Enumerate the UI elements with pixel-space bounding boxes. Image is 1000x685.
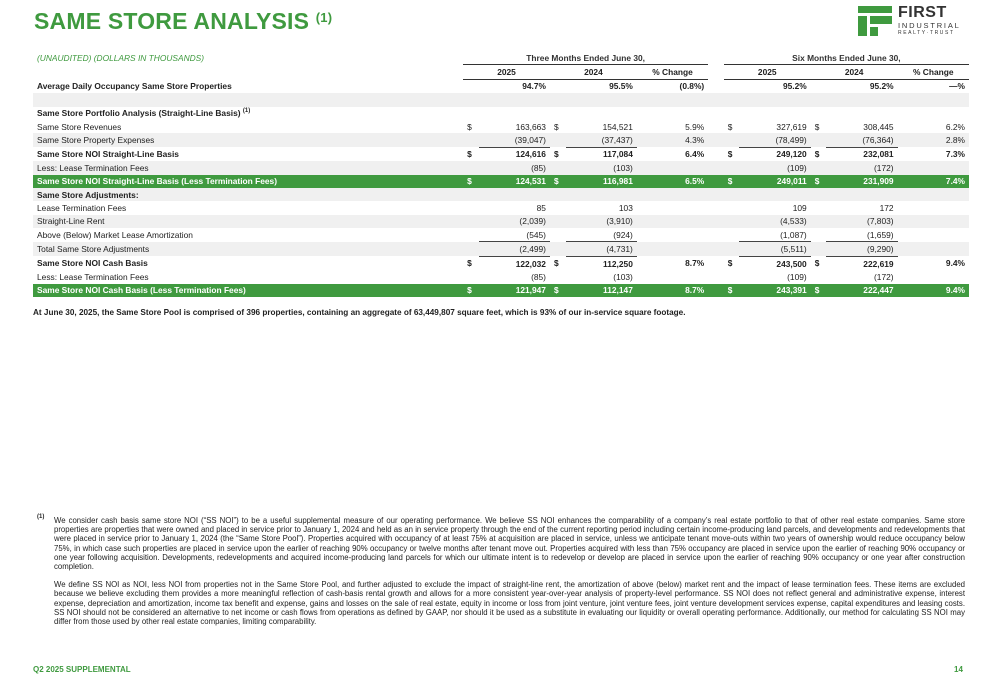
col-change-q: % Change — [637, 65, 708, 79]
row-value — [566, 107, 637, 120]
currency-sign — [724, 79, 740, 93]
page-number: 14 — [954, 665, 963, 674]
table-row — [33, 201, 969, 214]
currency-sign — [463, 161, 479, 174]
row-value: (37,437) — [566, 133, 637, 147]
currency-sign — [550, 161, 566, 174]
six-months-header: Six Months Ended June 30, — [724, 51, 969, 65]
currency-sign — [724, 228, 740, 242]
row-value: 249,011 — [739, 175, 810, 188]
currency-sign — [811, 79, 827, 93]
currency-sign — [724, 161, 740, 174]
logo-line-1: FIRST — [898, 4, 947, 21]
row-value: 121,947 — [479, 284, 550, 297]
row-value: 222,619 — [826, 256, 897, 270]
col-2024-q: 2024 — [550, 65, 637, 79]
currency-sign: $ — [811, 175, 827, 188]
currency-sign — [463, 270, 479, 283]
table-row — [33, 242, 969, 256]
row-value: 117,084 — [566, 147, 637, 161]
row-value — [898, 270, 969, 283]
page-title-text: SAME STORE ANALYSIS — [34, 8, 310, 34]
row-value: 172 — [879, 202, 894, 213]
currency-sign — [550, 107, 566, 120]
row-value: 4.3% — [637, 133, 708, 147]
row-value: 8.7% — [637, 284, 708, 297]
footer-label: Q2 2025 SUPPLEMENTAL — [33, 665, 131, 674]
row-value: (172) — [874, 271, 894, 282]
currency-sign: $ — [463, 175, 479, 188]
row-value — [479, 188, 550, 201]
row-value: 7.4% — [898, 175, 969, 188]
table-header-columns — [33, 65, 969, 79]
currency-sign: $ — [553, 121, 559, 132]
row-label: Average Daily Occupancy Same Store Properties — [37, 81, 232, 92]
row-value: (103) — [613, 271, 633, 282]
row-value: (172) — [826, 161, 897, 174]
currency-sign — [463, 107, 479, 120]
row-label: Same Store Revenues — [37, 121, 122, 132]
title-footnote-ref: (1) — [315, 10, 333, 25]
row-value: 95.5% — [609, 81, 633, 92]
row-value: —% — [949, 81, 965, 92]
row-value — [739, 93, 810, 106]
row-value: (4,533) — [739, 215, 810, 228]
row-value: 95.2% — [782, 81, 807, 92]
currency-sign — [811, 133, 827, 147]
currency-sign — [550, 133, 566, 147]
row-label: Same Store NOI Cash Basis (Less Termination Fees) — [33, 284, 463, 297]
row-value: (0.8%) — [679, 81, 705, 92]
footnote-marker: (1) — [37, 514, 45, 520]
currency-sign: $ — [724, 284, 740, 297]
currency-sign — [724, 215, 740, 228]
row-label: Same Store Adjustments: — [33, 188, 463, 201]
row-label: Same Store Property Expenses — [33, 133, 463, 147]
row-value: (924) — [613, 229, 633, 240]
row-value: 94.7% — [522, 81, 546, 92]
row-label: Same Store NOI Cash Basis — [37, 258, 148, 269]
row-value: 112,147 — [566, 284, 637, 297]
footnote — [54, 516, 965, 635]
row-value: (109) — [739, 161, 810, 174]
row-label: Straight-Line Rent — [33, 215, 463, 228]
currency-sign — [724, 133, 740, 147]
row-value — [637, 107, 708, 120]
row-value — [637, 188, 708, 201]
table-row — [33, 284, 969, 297]
row-label: Less: Lease Termination Fees — [37, 271, 149, 282]
logo-line-2: INDUSTRIAL — [898, 21, 961, 30]
currency-sign — [463, 79, 479, 93]
row-value: 163,663 — [515, 121, 546, 132]
row-value: 9.4% — [898, 284, 969, 297]
currency-sign: $ — [727, 258, 733, 269]
currency-sign — [724, 201, 740, 214]
row-value: (4,731) — [566, 242, 637, 256]
row-value: 6.5% — [637, 175, 708, 188]
col-2025-q: 2025 — [463, 65, 550, 79]
row-value: 154,521 — [602, 121, 633, 132]
currency-sign — [550, 201, 566, 214]
row-label: Same Store NOI Straight-Line Basis (Less Termination Fees) — [33, 175, 463, 188]
row-value — [898, 107, 969, 120]
currency-sign — [724, 242, 740, 256]
row-value: (5,511) — [739, 242, 810, 256]
currency-sign — [811, 270, 827, 283]
row-value — [898, 161, 969, 174]
row-value: 124,616 — [479, 147, 550, 161]
row-value: 124,531 — [479, 175, 550, 188]
currency-sign: $ — [814, 121, 820, 132]
currency-sign — [463, 188, 479, 201]
currency-sign: $ — [463, 284, 479, 297]
row-value: 112,250 — [566, 256, 637, 270]
row-value: (76,364) — [826, 133, 897, 147]
currency-sign — [463, 215, 479, 228]
row-value: (103) — [566, 161, 637, 174]
row-value: 122,032 — [479, 256, 550, 270]
currency-sign: $ — [727, 121, 733, 132]
currency-sign — [724, 270, 740, 283]
row-value: 8.7% — [685, 258, 705, 269]
currency-sign — [550, 93, 566, 106]
row-value — [637, 201, 708, 214]
row-label: Same Store NOI Straight-Line Basis — [37, 149, 179, 160]
row-value: 116,981 — [566, 175, 637, 188]
currency-sign — [724, 188, 740, 201]
currency-sign: $ — [724, 175, 740, 188]
row-value — [739, 188, 810, 201]
footnote-paragraph-1: We consider cash basis same store NOI (“SS NOI”) to be a useful supplemental measure of our operating performance. We believe SS NOI enhances the comparability of a company’s real estate portfolio to that of other real estate companies. Same store properties are properties that were owned and placed in service prior to January 1, 2024 and held as an in service property through the end of the current reporting period including certain income-producing land parcels, and developments and redevelopments that were placed in service prior to January 1, 2024 (the “Same Store Pool”). Properties acquired with occupancy of at least 75% at acquisition are placed in service, unless we anticipate tenant move-outs within two years of ownership would reduce occupancy below 75%, in which case such properties are placed in service upon the earlier of reaching 90% occupancy or twelve months after tenant move out. Properties acquired with less than 75% occupancy are placed in service upon the earlier of reaching 90% occupancy or one year following acquisition. Developments, redevelopments and acquired income-producing land parcels for which our ultimate intent is to redevelop or develop are placed in service upon the earlier of reaching 90% occupancy or one year after construction completion. — [54, 516, 965, 572]
row-value: 2.8% — [898, 133, 969, 147]
row-value: (85) — [479, 161, 550, 174]
row-value: (109) — [787, 271, 807, 282]
row-value: 327,619 — [776, 121, 807, 132]
row-value — [898, 242, 969, 256]
row-value — [637, 228, 708, 242]
row-value: (85) — [531, 271, 546, 282]
row-value — [898, 215, 969, 228]
row-value: 6.2% — [945, 121, 965, 132]
row-value: 232,081 — [826, 147, 897, 161]
currency-sign — [550, 79, 566, 93]
row-value — [898, 93, 969, 106]
row-value: (2,039) — [479, 215, 550, 228]
same-store-table — [33, 51, 969, 297]
table-row — [33, 93, 969, 106]
row-value: 5.9% — [685, 121, 705, 132]
currency-sign — [811, 215, 827, 228]
table-row — [33, 79, 969, 93]
currency-sign — [811, 161, 827, 174]
row-label — [33, 93, 463, 106]
row-value: 7.3% — [945, 149, 965, 160]
currency-sign — [811, 228, 827, 242]
row-value — [826, 107, 897, 120]
row-value: 6.4% — [685, 149, 705, 160]
currency-sign — [811, 107, 827, 120]
currency-sign: $ — [553, 258, 559, 269]
row-value — [739, 107, 810, 120]
row-value: (7,803) — [826, 215, 897, 228]
currency-sign — [463, 93, 479, 106]
currency-sign — [550, 242, 566, 256]
currency-sign — [550, 188, 566, 201]
currency-sign — [811, 201, 827, 214]
table-row — [33, 228, 969, 242]
row-value: (2,499) — [479, 242, 550, 256]
row-value: 9.4% — [945, 258, 965, 269]
row-label: Total Same Store Adjustments — [33, 242, 463, 256]
row-value — [826, 188, 897, 201]
table-row — [33, 161, 969, 174]
currency-sign — [724, 93, 740, 106]
row-footnote-ref: (1) — [242, 108, 251, 115]
row-value: (1,087) — [780, 229, 807, 240]
row-value — [826, 93, 897, 106]
row-value — [898, 188, 969, 201]
table-row — [33, 120, 969, 133]
currency-sign — [463, 228, 479, 242]
row-value: (78,499) — [739, 133, 810, 147]
row-value — [637, 242, 708, 256]
col-change-ytd: % Change — [898, 65, 969, 79]
table-row — [33, 147, 969, 161]
currency-sign — [811, 188, 827, 201]
row-value — [566, 188, 637, 201]
logo-mark-icon — [858, 6, 892, 36]
row-value — [637, 93, 708, 106]
row-value — [637, 215, 708, 228]
row-value — [479, 107, 550, 120]
currency-sign — [463, 201, 479, 214]
currency-sign: $ — [811, 284, 827, 297]
currency-sign — [550, 228, 566, 242]
table-header-groups — [33, 51, 969, 65]
row-value: 109 — [792, 202, 807, 213]
row-value: 95.2% — [869, 81, 894, 92]
currency-sign: $ — [814, 258, 820, 269]
currency-sign — [724, 107, 740, 120]
currency-sign — [463, 133, 479, 147]
table-row — [33, 270, 969, 283]
col-2024-ytd: 2024 — [811, 65, 898, 79]
currency-sign — [811, 93, 827, 106]
row-value: 103 — [618, 202, 633, 213]
row-value: (9,290) — [826, 242, 897, 256]
row-value: (3,910) — [566, 215, 637, 228]
footnote-paragraph-2: We define SS NOI as NOI, less NOI from properties not in the Same Store Pool, and further adjusted to exclude the impact of straight-line rent, the amortization of above (below) market rent and the impact of lease termination fees. These items are excluded because we believe excluding them provides a more meaningful reflection of cash-basis rental growth and allows for a more consistent year-over-year analysis of property-level performance. SS NOI does not reflect general and administrative expense, interest expense, depreciation and amortization, income tax benefit and expense, gains and losses on the sale of real estate, equity in income or loss from joint venture, joint venture fees, joint venture development services expense, capital expenditures and leasing costs. SS NOI should not be considered an alternative to net income or cash flows from operations as defined by GAAP, nor should it be used as a substitute in evaluating our liquidity or overall operating performance. Additionally, our method for calculating SS NOI may differ from those used by other real estate companies, limiting comparability. — [54, 580, 965, 627]
currency-sign — [463, 242, 479, 256]
table-row — [33, 256, 969, 270]
table-row — [33, 133, 969, 147]
currency-sign: $ — [467, 121, 472, 132]
row-value — [479, 93, 550, 106]
col-2025-ytd: 2025 — [724, 65, 811, 79]
currency-sign — [550, 215, 566, 228]
table-row — [33, 107, 969, 120]
table-row — [33, 215, 969, 228]
row-value: 243,391 — [739, 284, 810, 297]
currency-sign: $ — [467, 149, 472, 160]
table-row — [33, 188, 969, 201]
row-value — [898, 201, 969, 214]
row-value — [637, 270, 708, 283]
row-value: 308,445 — [863, 121, 894, 132]
currency-sign: $ — [550, 175, 566, 188]
logo-line-3: REALTY·TRUST — [898, 30, 955, 36]
currency-sign — [550, 270, 566, 283]
currency-sign: $ — [727, 149, 733, 160]
row-value: 222,447 — [826, 284, 897, 297]
row-label: Above (Below) Market Lease Amortization — [37, 230, 193, 241]
same-store-pool-summary: At June 30, 2025, the Same Store Pool is comprised of 396 properties, containing an aggregate of 63,449,807 square feet, which is 93% of our in-service square footage. — [33, 308, 686, 317]
table-row — [33, 175, 969, 188]
currency-sign: $ — [553, 149, 559, 160]
currency-sign: $ — [467, 258, 472, 269]
three-months-header: Three Months Ended June 30, — [463, 51, 708, 65]
row-value — [898, 228, 969, 242]
row-value: (39,047) — [479, 133, 550, 147]
currency-sign — [811, 242, 827, 256]
row-label: Lease Termination Fees — [37, 202, 127, 213]
row-label: Less: Lease Termination Fees — [33, 161, 463, 174]
row-value: 231,909 — [826, 175, 897, 188]
currency-sign: $ — [814, 149, 820, 160]
table-caption: (UNAUDITED) (DOLLARS IN THOUSANDS) — [37, 52, 205, 63]
row-value: (545) — [526, 229, 546, 240]
row-value — [566, 93, 637, 106]
row-value: 249,120 — [739, 147, 810, 161]
page-title — [34, 8, 332, 35]
row-value: (1,659) — [867, 229, 894, 240]
company-logo — [858, 6, 968, 38]
row-value: 85 — [536, 202, 546, 213]
row-value: 243,500 — [739, 256, 810, 270]
currency-sign: $ — [550, 284, 566, 297]
row-label: Same Store Portfolio Analysis (Straight-Line Basis) $^{(1)}$ — [37, 108, 251, 119]
row-value — [637, 161, 708, 174]
